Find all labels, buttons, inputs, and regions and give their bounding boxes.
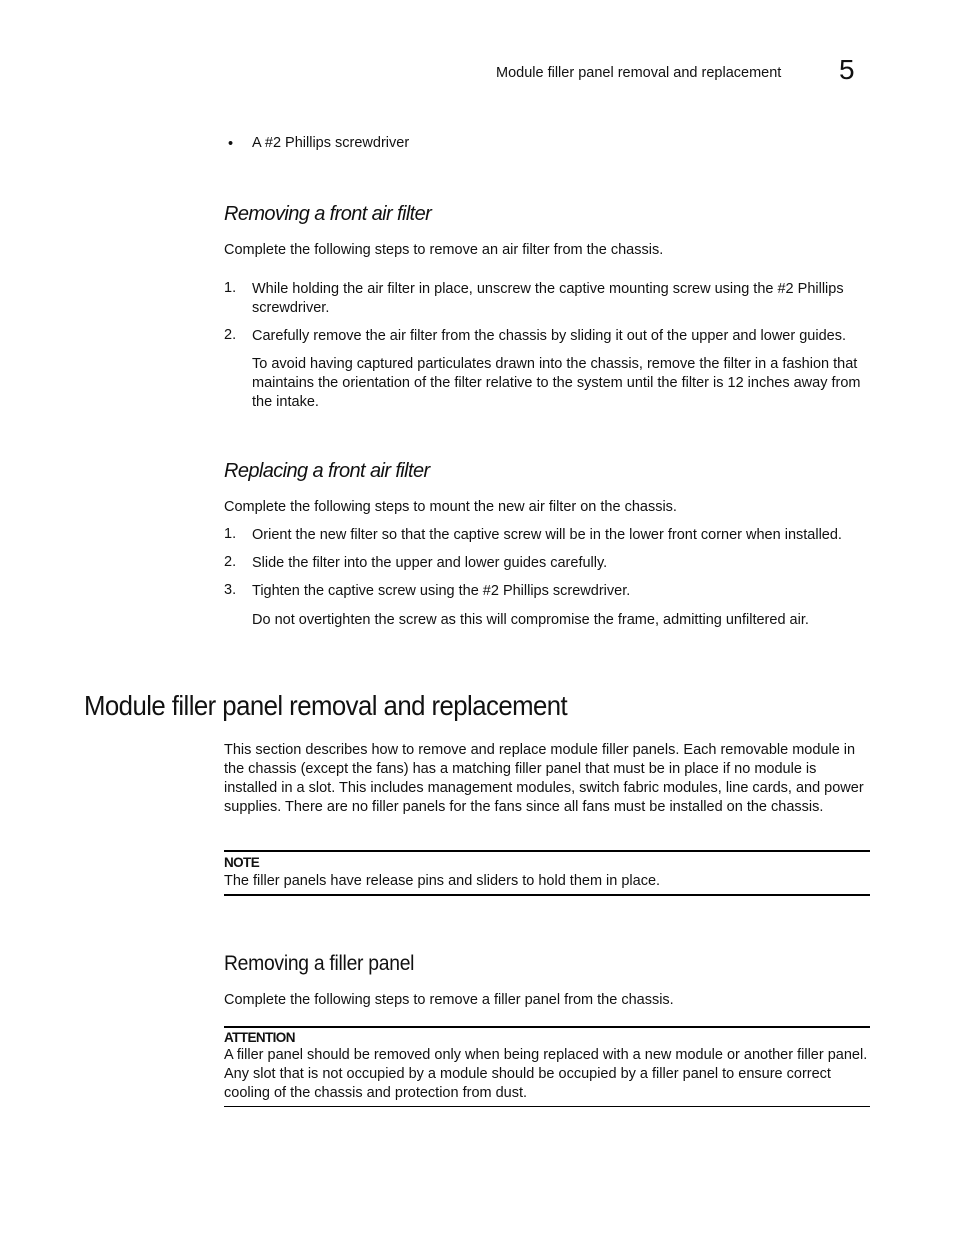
note-text: The filler panels have release pins and sliders to hold them in place. — [224, 873, 661, 889]
removing-filler-intro: Complete the following steps to remove a filler panel from the chassis. — [224, 992, 674, 1008]
removing-air-filter-heading: Removing a front air filter — [224, 203, 432, 225]
step-text: Orient the new filter so that the captive screw will be in the lower front corner when installed. — [252, 527, 842, 543]
attention-label: ATTENTION — [224, 1030, 295, 1045]
step-number: 1. — [224, 526, 237, 542]
replacing-air-filter-heading: Replacing a front air filter — [224, 460, 430, 482]
step-number: 2. — [224, 554, 237, 570]
removing-filler-heading: Removing a filler panel — [224, 952, 415, 975]
attention-top-rule — [224, 1026, 870, 1028]
step-number: 3. — [224, 582, 237, 598]
attention-text: A filler panel should be removed only when being replaced with a new module or another filler panel. Any slot that is not occupied by a module should be occupied by a filler panel to ensure correct cooling of the chassis and protection from dust. — [224, 1047, 868, 1101]
step-text: Carefully remove the air filter from the chassis by sliding it out of the upper and lower guides. — [252, 328, 846, 344]
section-heading: Module filler panel removal and replacement — [84, 690, 568, 721]
step-note: Do not overtighten the screw as this will compromise the frame, admitting unfiltered air. — [252, 612, 809, 628]
section-intro: This section describes how to remove and replace module filler panels. Each removable module in the chassis (except the fans) has a matching filler panel that must be in place if no module is installed in a slot. This includes management modules, switch fabric modules, line cards, and power supplies. There are no filler panels for the fans since all fans must be installed on the chassis. — [224, 742, 864, 815]
step-text: Tighten the captive screw using the #2 Phillips screwdriver. — [252, 583, 631, 599]
replacing-air-filter-intro: Complete the following steps to mount the new air filter on the chassis. — [224, 499, 677, 515]
bullet-marker: • — [228, 136, 234, 152]
step-text: While holding the air filter in place, unscrew the captive mounting screw using the #2 Phillips screwdriver. — [252, 281, 844, 316]
note-label: NOTE — [224, 855, 260, 870]
step-number: 1. — [224, 280, 237, 296]
step-note: To avoid having captured particulates drawn into the chassis, remove the filter in a fashion that maintains the orientation of the filter relative to the system until the filter is 12 inches away from the intake. — [252, 356, 861, 410]
chapter-number: 5 — [839, 54, 855, 85]
note-bottom-rule — [224, 894, 870, 896]
attention-bottom-rule — [224, 1106, 870, 1107]
note-top-rule — [224, 850, 870, 852]
step-text: Slide the filter into the upper and lower guides carefully. — [252, 555, 608, 571]
step-number: 2. — [224, 327, 237, 343]
running-header-title: Module filler panel removal and replacement — [496, 65, 782, 81]
tool-item: A #2 Phillips screwdriver — [252, 135, 410, 151]
removing-air-filter-intro: Complete the following steps to remove an air filter from the chassis. — [224, 242, 664, 258]
